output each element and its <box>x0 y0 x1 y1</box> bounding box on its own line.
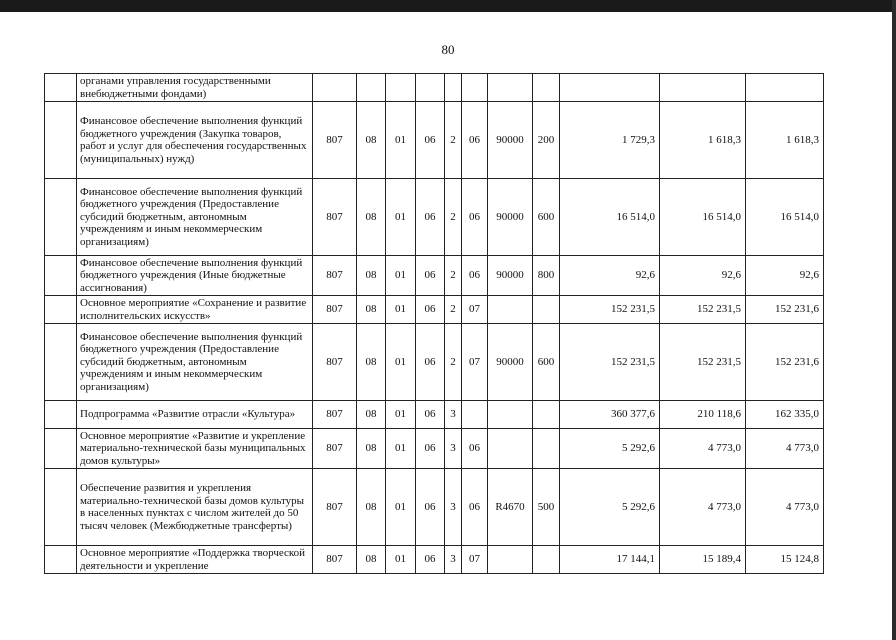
scan-right-edge <box>892 0 896 640</box>
program-code: 06 <box>416 469 445 546</box>
row-description: органами управления государственными внебюджетными фондами) <box>77 74 313 102</box>
ved-code: 807 <box>313 429 357 469</box>
subprogram-code: 2 <box>445 256 462 296</box>
row-index-cell <box>45 546 77 574</box>
amount-year-1: 5 292,6 <box>560 469 660 546</box>
table-row <box>45 469 824 546</box>
row-description: Основное мероприятие «Поддержка творческой деятельности и укрепление <box>77 546 313 574</box>
measure-code: 06 <box>462 429 488 469</box>
ved-code: 807 <box>313 102 357 179</box>
row-index-cell <box>45 469 77 546</box>
measure-code: 06 <box>462 179 488 256</box>
row-index-cell <box>45 256 77 296</box>
subsection-code: 01 <box>386 324 416 401</box>
expense-type-code: 600 <box>533 179 560 256</box>
ved-code: 807 <box>313 296 357 324</box>
amount-year-1: 152 231,5 <box>560 324 660 401</box>
row-description: Основное мероприятие «Развитие и укрепление материально-технической базы муниципальных домов культуры» <box>77 429 313 469</box>
table-row <box>45 401 824 429</box>
subprogram-code: 2 <box>445 179 462 256</box>
amount-year-1: 1 729,3 <box>560 102 660 179</box>
amount-year-2: 152 231,5 <box>660 324 746 401</box>
ved-code: 807 <box>313 179 357 256</box>
direction-code <box>488 296 533 324</box>
section-code: 08 <box>357 429 386 469</box>
amount-year-1 <box>560 74 660 102</box>
direction-code <box>488 429 533 469</box>
program-code: 06 <box>416 179 445 256</box>
expense-type-code: 600 <box>533 324 560 401</box>
expense-type-code: 200 <box>533 102 560 179</box>
amount-year-3: 152 231,6 <box>746 296 824 324</box>
direction-code: R4670 <box>488 469 533 546</box>
program-code: 06 <box>416 296 445 324</box>
amount-year-3: 92,6 <box>746 256 824 296</box>
amount-year-2: 92,6 <box>660 256 746 296</box>
subsection-code: 01 <box>386 429 416 469</box>
amount-year-3: 4 773,0 <box>746 469 824 546</box>
section-code: 08 <box>357 102 386 179</box>
row-index-cell <box>45 401 77 429</box>
amount-year-2: 152 231,5 <box>660 296 746 324</box>
row-description: Финансовое обеспечение выполнения функций бюджетного учреждения (Предоставление субсидий бюджетным, автономным учреждениям и иным некоммерческим организациям) <box>77 179 313 256</box>
expense-type-code <box>533 401 560 429</box>
expense-type-code: 500 <box>533 469 560 546</box>
row-index-cell <box>45 296 77 324</box>
section-code: 08 <box>357 469 386 546</box>
measure-code: 07 <box>462 546 488 574</box>
row-index-cell <box>45 429 77 469</box>
subprogram-code: 2 <box>445 296 462 324</box>
table-row <box>45 179 824 256</box>
amount-year-2: 1 618,3 <box>660 102 746 179</box>
program-code: 06 <box>416 546 445 574</box>
section-code: 08 <box>357 296 386 324</box>
subprogram-code: 3 <box>445 546 462 574</box>
subsection-code: 01 <box>386 102 416 179</box>
expense-type-code: 800 <box>533 256 560 296</box>
amount-year-3: 1 618,3 <box>746 102 824 179</box>
table-row <box>45 74 824 102</box>
direction-code: 90000 <box>488 179 533 256</box>
row-description: Финансовое обеспечение выполнения функций бюджетного учреждения (Предоставление субсидий бюджетным, автономным учреждениям и иным некоммерческим организациям) <box>77 324 313 401</box>
amount-year-3: 4 773,0 <box>746 429 824 469</box>
ved-code: 807 <box>313 256 357 296</box>
measure-code <box>462 401 488 429</box>
subprogram-code <box>445 74 462 102</box>
amount-year-2 <box>660 74 746 102</box>
measure-code: 06 <box>462 256 488 296</box>
row-description: Финансовое обеспечение выполнения функций бюджетного учреждения (Закупка товаров, работ и услуг для обеспечения государственных (муниципальных) нужд) <box>77 102 313 179</box>
amount-year-1: 17 144,1 <box>560 546 660 574</box>
measure-code: 06 <box>462 469 488 546</box>
ved-code: 807 <box>313 324 357 401</box>
table-row <box>45 324 824 401</box>
program-code: 06 <box>416 429 445 469</box>
subsection-code: 01 <box>386 546 416 574</box>
row-index-cell <box>45 74 77 102</box>
direction-code <box>488 546 533 574</box>
direction-code <box>488 401 533 429</box>
subsection-code: 01 <box>386 179 416 256</box>
ved-code: 807 <box>313 546 357 574</box>
direction-code: 90000 <box>488 256 533 296</box>
measure-code: 07 <box>462 324 488 401</box>
row-description: Финансовое обеспечение выполнения функций бюджетного учреждения (Иные бюджетные ассигнования) <box>77 256 313 296</box>
table-row <box>45 296 824 324</box>
amount-year-3 <box>746 74 824 102</box>
amount-year-3: 15 124,8 <box>746 546 824 574</box>
section-code: 08 <box>357 324 386 401</box>
budget-table <box>44 73 824 574</box>
amount-year-2: 210 118,6 <box>660 401 746 429</box>
subsection-code: 01 <box>386 401 416 429</box>
direction-code <box>488 74 533 102</box>
table-row <box>45 546 824 574</box>
amount-year-3: 152 231,6 <box>746 324 824 401</box>
section-code: 08 <box>357 401 386 429</box>
amount-year-3: 16 514,0 <box>746 179 824 256</box>
amount-year-2: 15 189,4 <box>660 546 746 574</box>
expense-type-code <box>533 429 560 469</box>
row-description: Обеспечение развития и укрепления материально-технической базы домов культуры в населенных пунктах с числом жителей до 50 тысяч человек (Межбюджетные трансферты) <box>77 469 313 546</box>
program-code <box>416 74 445 102</box>
subsection-code: 01 <box>386 469 416 546</box>
table-row <box>45 256 824 296</box>
program-code: 06 <box>416 102 445 179</box>
section-code: 08 <box>357 546 386 574</box>
table-row <box>45 102 824 179</box>
subprogram-code: 2 <box>445 324 462 401</box>
program-code: 06 <box>416 401 445 429</box>
measure-code: 07 <box>462 296 488 324</box>
scan-top-edge <box>0 0 896 12</box>
ved-code <box>313 74 357 102</box>
expense-type-code <box>533 74 560 102</box>
subprogram-code: 3 <box>445 429 462 469</box>
ved-code: 807 <box>313 401 357 429</box>
subprogram-code: 3 <box>445 469 462 546</box>
row-index-cell <box>45 179 77 256</box>
row-description: Подпрограмма «Развитие отрасли «Культура» <box>77 401 313 429</box>
direction-code: 90000 <box>488 324 533 401</box>
section-code <box>357 74 386 102</box>
amount-year-1: 92,6 <box>560 256 660 296</box>
subsection-code: 01 <box>386 256 416 296</box>
amount-year-1: 360 377,6 <box>560 401 660 429</box>
section-code: 08 <box>357 179 386 256</box>
page-number: 80 <box>441 42 455 57</box>
table-row <box>45 429 824 469</box>
amount-year-2: 4 773,0 <box>660 469 746 546</box>
row-description: Основное мероприятие «Сохранение и развитие исполнительских искусств» <box>77 296 313 324</box>
amount-year-1: 5 292,6 <box>560 429 660 469</box>
ved-code: 807 <box>313 469 357 546</box>
program-code: 06 <box>416 324 445 401</box>
amount-year-2: 4 773,0 <box>660 429 746 469</box>
subsection-code <box>386 74 416 102</box>
direction-code: 90000 <box>488 102 533 179</box>
amount-year-1: 152 231,5 <box>560 296 660 324</box>
expense-type-code <box>533 296 560 324</box>
subprogram-code: 3 <box>445 401 462 429</box>
amount-year-2: 16 514,0 <box>660 179 746 256</box>
measure-code: 06 <box>462 102 488 179</box>
subprogram-code: 2 <box>445 102 462 179</box>
expense-type-code <box>533 546 560 574</box>
subsection-code: 01 <box>386 296 416 324</box>
section-code: 08 <box>357 256 386 296</box>
program-code: 06 <box>416 256 445 296</box>
amount-year-1: 16 514,0 <box>560 179 660 256</box>
row-index-cell <box>45 324 77 401</box>
measure-code <box>462 74 488 102</box>
amount-year-3: 162 335,0 <box>746 401 824 429</box>
row-index-cell <box>45 102 77 179</box>
